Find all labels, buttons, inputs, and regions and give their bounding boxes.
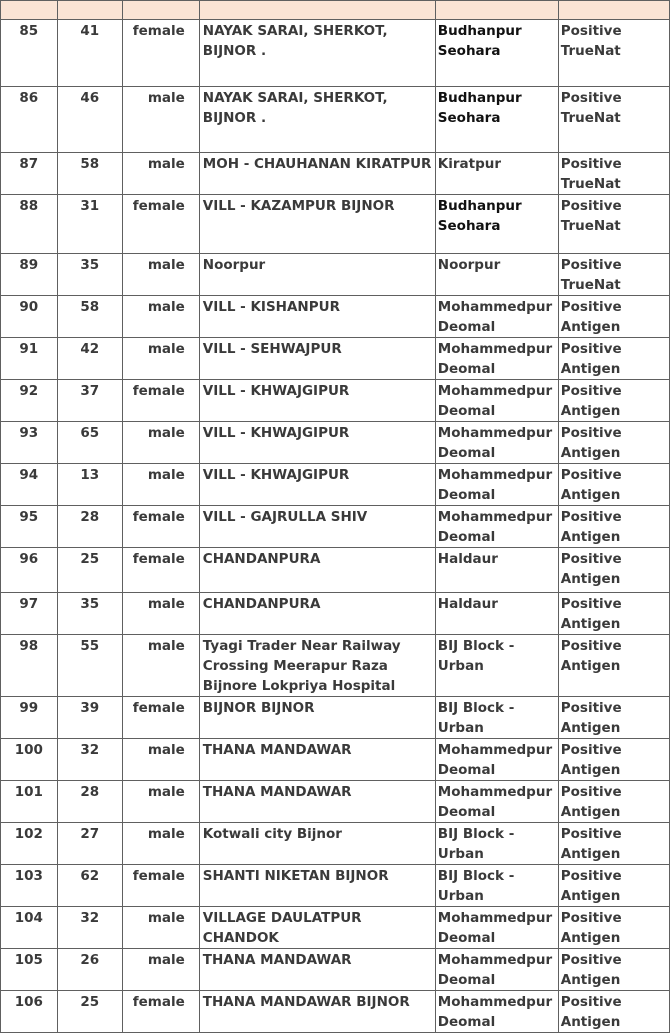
address-cell: CHANDANPURA: [199, 548, 435, 593]
sex-cell: male: [122, 739, 199, 781]
table-row: [1, 865, 670, 907]
result-cell: Positive Antigen: [558, 781, 669, 823]
serial-number-cell: 101: [1, 781, 58, 823]
serial-number-cell: 85: [1, 20, 58, 87]
block-cell: BIJ Block - Urban: [435, 697, 558, 739]
result-cell: Positive TrueNat: [558, 153, 669, 195]
block-cell: Budhanpur Seohara: [435, 20, 558, 87]
result-cell: Positive Antigen: [558, 991, 669, 1033]
block-cell: BIJ Block - Urban: [435, 865, 558, 907]
result-cell: Positive Antigen: [558, 697, 669, 739]
age-cell: 28: [57, 781, 122, 823]
table-row: [1, 464, 670, 506]
header-row: [1, 1, 670, 20]
address-cell: THANA MANDAWAR BIJNOR: [199, 991, 435, 1033]
header-cell: [199, 1, 435, 20]
age-cell: 27: [57, 823, 122, 865]
sex-cell: female: [122, 380, 199, 422]
table-row: [1, 254, 670, 296]
table-row: [1, 781, 670, 823]
result-cell: Positive TrueNat: [558, 20, 669, 87]
serial-number-cell: 102: [1, 823, 58, 865]
result-cell: Positive Antigen: [558, 823, 669, 865]
serial-number-cell: 92: [1, 380, 58, 422]
sex-cell: male: [122, 153, 199, 195]
block-cell: BIJ Block - Urban: [435, 823, 558, 865]
table-row: [1, 548, 670, 593]
serial-number-cell: 104: [1, 907, 58, 949]
table-row: [1, 338, 670, 380]
sex-cell: male: [122, 907, 199, 949]
age-cell: 32: [57, 907, 122, 949]
result-cell: Positive Antigen: [558, 635, 669, 697]
serial-number-cell: 96: [1, 548, 58, 593]
address-cell: NAYAK SARAI, SHERKOT, BIJNOR .: [199, 20, 435, 87]
result-cell: Positive TrueNat: [558, 195, 669, 254]
serial-number-cell: 94: [1, 464, 58, 506]
header-cell: [122, 1, 199, 20]
block-cell: Mohammedpur Deomal: [435, 781, 558, 823]
block-cell: BIJ Block - Urban: [435, 635, 558, 697]
sex-cell: male: [122, 593, 199, 635]
address-cell: BIJNOR BIJNOR: [199, 697, 435, 739]
age-cell: 13: [57, 464, 122, 506]
table-row: [1, 823, 670, 865]
address-cell: VILL - KHWAJGIPUR: [199, 464, 435, 506]
table-row: [1, 296, 670, 338]
block-cell: Mohammedpur Deomal: [435, 296, 558, 338]
serial-number-cell: 90: [1, 296, 58, 338]
address-cell: MOH - CHAUHANAN KIRATPUR: [199, 153, 435, 195]
table-row: [1, 991, 670, 1033]
result-cell: Positive Antigen: [558, 739, 669, 781]
block-cell: Haldaur: [435, 593, 558, 635]
sex-cell: male: [122, 949, 199, 991]
age-cell: 65: [57, 422, 122, 464]
age-cell: 55: [57, 635, 122, 697]
table-row: [1, 422, 670, 464]
table-row: [1, 506, 670, 548]
table-row: [1, 907, 670, 949]
address-cell: VILL - KAZAMPUR BIJNOR: [199, 195, 435, 254]
table-row: [1, 697, 670, 739]
sex-cell: male: [122, 254, 199, 296]
serial-number-cell: 100: [1, 739, 58, 781]
address-cell: VILL - KHWAJGIPUR: [199, 380, 435, 422]
sex-cell: male: [122, 296, 199, 338]
address-cell: VILL - KISHANPUR: [199, 296, 435, 338]
age-cell: 58: [57, 153, 122, 195]
address-cell: VILL - GAJRULLA SHIV: [199, 506, 435, 548]
serial-number-cell: 103: [1, 865, 58, 907]
age-cell: 35: [57, 254, 122, 296]
header-cell: [1, 1, 58, 20]
sex-cell: female: [122, 195, 199, 254]
sex-cell: female: [122, 865, 199, 907]
table-row: [1, 593, 670, 635]
sex-cell: female: [122, 506, 199, 548]
serial-number-cell: 95: [1, 506, 58, 548]
address-cell: THANA MANDAWAR: [199, 949, 435, 991]
address-cell: VILL - KHWAJGIPUR: [199, 422, 435, 464]
block-cell: Mohammedpur Deomal: [435, 991, 558, 1033]
sex-cell: female: [122, 548, 199, 593]
serial-number-cell: 98: [1, 635, 58, 697]
block-cell: Mohammedpur Deomal: [435, 380, 558, 422]
table-body: [1, 1, 670, 1033]
age-cell: 46: [57, 87, 122, 153]
age-cell: 39: [57, 697, 122, 739]
header-cell: [435, 1, 558, 20]
age-cell: 41: [57, 20, 122, 87]
sex-cell: female: [122, 20, 199, 87]
table-row: [1, 153, 670, 195]
block-cell: Mohammedpur Deomal: [435, 422, 558, 464]
result-cell: Positive TrueNat: [558, 254, 669, 296]
age-cell: 26: [57, 949, 122, 991]
block-cell: Mohammedpur Deomal: [435, 464, 558, 506]
result-cell: Positive Antigen: [558, 464, 669, 506]
sex-cell: male: [122, 422, 199, 464]
age-cell: 31: [57, 195, 122, 254]
sex-cell: male: [122, 823, 199, 865]
result-cell: Positive Antigen: [558, 593, 669, 635]
result-cell: Positive Antigen: [558, 380, 669, 422]
table-row: [1, 949, 670, 991]
block-cell: Kiratpur: [435, 153, 558, 195]
result-cell: Positive Antigen: [558, 422, 669, 464]
block-cell: Mohammedpur Deomal: [435, 338, 558, 380]
result-cell: Positive Antigen: [558, 338, 669, 380]
serial-number-cell: 88: [1, 195, 58, 254]
serial-number-cell: 91: [1, 338, 58, 380]
block-cell: Mohammedpur Deomal: [435, 506, 558, 548]
table-row: [1, 739, 670, 781]
table-row: [1, 635, 670, 697]
block-cell: Haldaur: [435, 548, 558, 593]
address-cell: CHANDANPURA: [199, 593, 435, 635]
serial-number-cell: 105: [1, 949, 58, 991]
address-cell: Tyagi Trader Near Railway Crossing Meerapur Raza Bijnore Lokpriya Hospital: [199, 635, 435, 697]
address-cell: THANA MANDAWAR: [199, 739, 435, 781]
result-cell: Positive Antigen: [558, 506, 669, 548]
result-cell: Positive Antigen: [558, 296, 669, 338]
age-cell: 25: [57, 548, 122, 593]
table-row: [1, 195, 670, 254]
sex-cell: male: [122, 635, 199, 697]
address-cell: VILLAGE DAULATPUR CHANDOK: [199, 907, 435, 949]
serial-number-cell: 97: [1, 593, 58, 635]
address-cell: THANA MANDAWAR: [199, 781, 435, 823]
age-cell: 42: [57, 338, 122, 380]
age-cell: 35: [57, 593, 122, 635]
serial-number-cell: 99: [1, 697, 58, 739]
age-cell: 32: [57, 739, 122, 781]
address-cell: NAYAK SARAI, SHERKOT, BIJNOR .: [199, 87, 435, 153]
address-cell: Noorpur: [199, 254, 435, 296]
age-cell: 25: [57, 991, 122, 1033]
serial-number-cell: 106: [1, 991, 58, 1033]
block-cell: Budhanpur Seohara: [435, 87, 558, 153]
block-cell: Mohammedpur Deomal: [435, 739, 558, 781]
sex-cell: male: [122, 781, 199, 823]
age-cell: 37: [57, 380, 122, 422]
sex-cell: male: [122, 464, 199, 506]
result-cell: Positive Antigen: [558, 548, 669, 593]
table-row: [1, 20, 670, 87]
header-cell: [558, 1, 669, 20]
table-row: [1, 380, 670, 422]
result-cell: Positive Antigen: [558, 949, 669, 991]
address-cell: VILL - SEHWAJPUR: [199, 338, 435, 380]
sex-cell: female: [122, 697, 199, 739]
address-cell: SHANTI NIKETAN BIJNOR: [199, 865, 435, 907]
age-cell: 28: [57, 506, 122, 548]
block-cell: Mohammedpur Deomal: [435, 907, 558, 949]
block-cell: Mohammedpur Deomal: [435, 949, 558, 991]
serial-number-cell: 87: [1, 153, 58, 195]
sex-cell: male: [122, 338, 199, 380]
block-cell: Budhanpur Seohara: [435, 195, 558, 254]
age-cell: 58: [57, 296, 122, 338]
serial-number-cell: 93: [1, 422, 58, 464]
header-cell: [57, 1, 122, 20]
block-cell: Noorpur: [435, 254, 558, 296]
sex-cell: male: [122, 87, 199, 153]
result-cell: Positive TrueNat: [558, 87, 669, 153]
serial-number-cell: 86: [1, 87, 58, 153]
table-row: [1, 87, 670, 153]
address-cell: Kotwali city Bijnor: [199, 823, 435, 865]
serial-number-cell: 89: [1, 254, 58, 296]
result-cell: Positive Antigen: [558, 865, 669, 907]
sex-cell: female: [122, 991, 199, 1033]
result-cell: Positive Antigen: [558, 907, 669, 949]
age-cell: 62: [57, 865, 122, 907]
